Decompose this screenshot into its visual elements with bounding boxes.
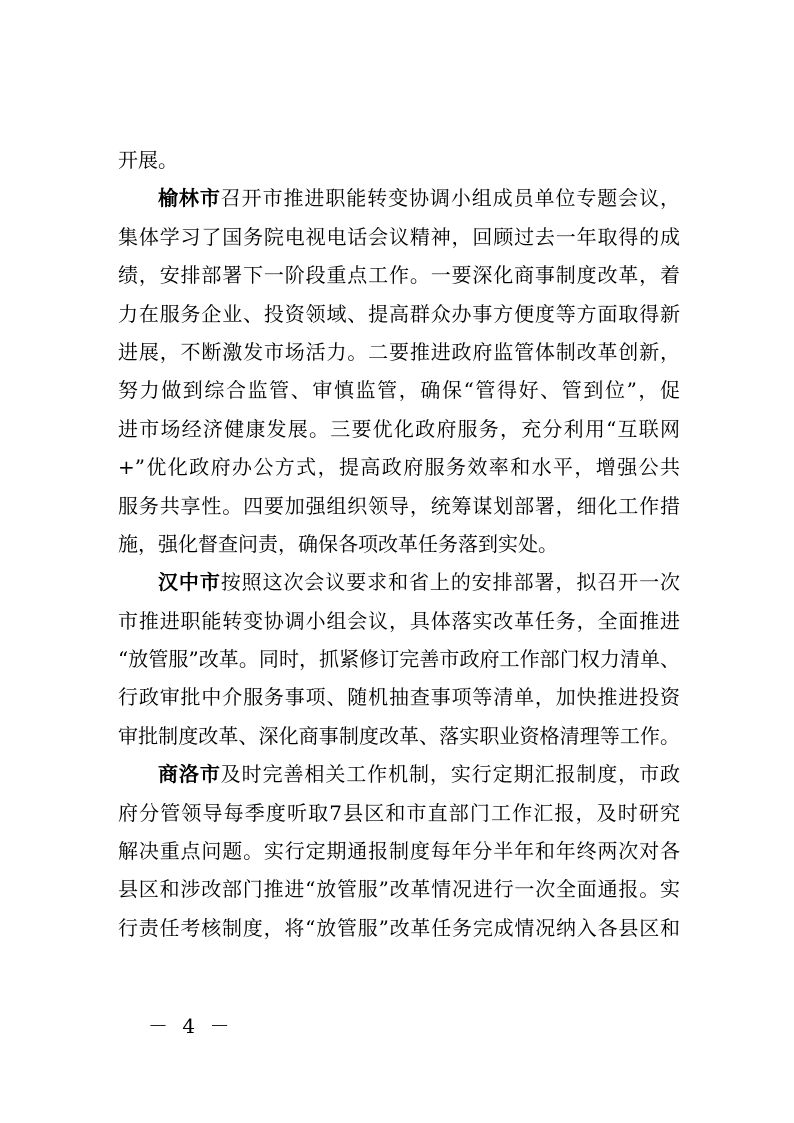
text-line: “放管服”改革。同时，抓紧修订完善市政府工作部门权力清单、 (118, 647, 680, 672)
text-line: +”优化政府办公方式，提高政府服务效率和水平，增强公共 (118, 455, 680, 480)
text-line: 召开市推进职能转变协调小组成员单位专题会议， (220, 186, 680, 211)
text-line: 进市场经济健康发展。三要优化政府服务，充分利用“互联网 (118, 416, 680, 441)
text-line: 行责任考核制度，将“放管服”改革任务完成情况纳入各县区和 (118, 915, 680, 940)
text-line: 按照这次会议要求和省上的安排部署，拟召开一次 (220, 570, 680, 595)
city-name: 商洛市 (158, 762, 221, 787)
paragraph-first-line (118, 755, 680, 793)
page-number: － 4 － (148, 1014, 234, 1038)
text-line: 解决重点问题。实行定期通报制度每年分半年和年终两次对各 (118, 839, 680, 864)
text-line: 力在服务企业、投资领域、提高群众办事方便度等方面取得新 (118, 301, 680, 326)
paragraph-first-line (118, 179, 680, 217)
text-line: 县区和涉改部门推进“放管服”改革情况进行一次全面通报。实 (118, 877, 680, 902)
text-line: 审批制度改革、深化商事制度改革、落实职业资格清理等工作。 (118, 723, 680, 748)
text-line: 开展。 (118, 148, 178, 172)
text-line: 施，强化督查问责，确保各项改革任务落到实处。 (118, 531, 558, 556)
paragraph-first-line (118, 563, 680, 601)
text-line: 府分管领导每季度听取7县区和市直部门工作汇报，及时研究 (118, 800, 680, 825)
text-line: 行政审批中介服务事项、随机抽查事项等清单，加快推进投资 (118, 685, 680, 710)
text-line: 市推进职能转变协调小组会议，具体落实改革任务，全面推进 (118, 608, 680, 633)
text-line: 集体学习了国务院电视电话会议精神，回顾过去一年取得的成 (118, 224, 680, 249)
city-name: 榆林市 (158, 186, 221, 211)
text-line: 进展，不断激发市场活力。二要推进政府监管体制改革创新， (118, 339, 680, 364)
text-line: 绩，安排部署下一阶段重点工作。一要深化商事制度改革，着 (118, 263, 680, 288)
body-text (118, 141, 680, 947)
text-line: 服务共享性。四要加强组织领导，统筹谋划部署，细化工作措 (118, 493, 680, 518)
text-line: 努力做到综合监管、审慎监管，确保“管得好、管到位”，促 (118, 378, 680, 403)
city-name: 汉中市 (158, 570, 221, 595)
text-line: 及时完善相关工作机制，实行定期汇报制度，市政 (220, 762, 680, 787)
